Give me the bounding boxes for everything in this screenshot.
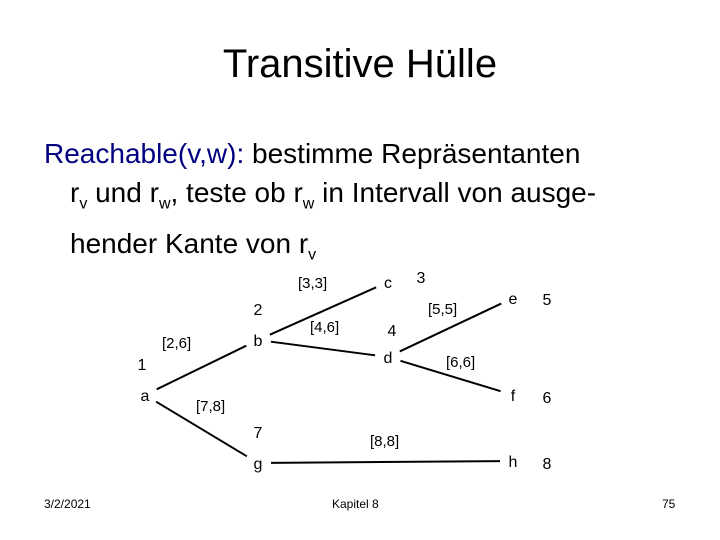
node-number-h: 8 <box>542 456 552 473</box>
line1-rest: bestimme Repräsentanten <box>244 138 581 169</box>
subscript-v: v <box>308 246 317 264</box>
subscript-w: w <box>158 195 171 213</box>
line2-und: und <box>87 177 150 208</box>
edge-label-a-g: [7,8] <box>196 398 226 415</box>
node-number-e: 5 <box>542 292 552 309</box>
line3-text: hender Kante von <box>70 227 299 259</box>
edge-g-h <box>271 461 500 463</box>
r-symbol: r <box>149 177 159 208</box>
edge-label-d-f: [6,6] <box>446 354 476 371</box>
edges-group <box>156 275 501 463</box>
node-number-g: 7 <box>253 425 263 442</box>
footer-page-number: 75 <box>662 497 676 511</box>
edge-label-a-b: [2,6] <box>162 335 192 352</box>
edge-label-d-e: [5,5] <box>428 301 458 318</box>
subscript-v: v <box>79 195 88 213</box>
node-b: b <box>253 333 263 350</box>
node-number-c: 3 <box>416 270 426 287</box>
node-d: d <box>383 350 393 367</box>
r-symbol: r <box>70 177 80 208</box>
edge-label-g-h: [8,8] <box>370 433 400 450</box>
node-number-a: 1 <box>137 357 147 374</box>
node-f: f <box>510 388 516 405</box>
footer-date: 3/2/2021 <box>44 497 91 511</box>
slide-title: Transitive Hülle <box>222 42 498 86</box>
node-c: c <box>384 275 392 292</box>
reachable-term: Reachable(v,w): <box>44 138 245 169</box>
line2-intervall: in Intervall von ausge- <box>314 177 597 208</box>
r-symbol: r <box>293 177 303 208</box>
edge-label-b-d: [4,6] <box>310 319 340 336</box>
node-number-f: 6 <box>542 390 552 407</box>
subscript-w: w <box>302 195 315 213</box>
node-h: h <box>508 454 518 471</box>
edge-label-b-c: [3,3] <box>298 275 328 292</box>
node-number-d: 4 <box>387 323 397 340</box>
footer-chapter: Kapitel 8 <box>332 497 379 511</box>
edge-b-d <box>271 342 375 356</box>
node-number-b: 2 <box>253 302 263 319</box>
edge-a-b <box>157 346 247 390</box>
line2-teste: , teste ob <box>170 177 294 208</box>
node-g: g <box>253 456 263 473</box>
node-e: e <box>508 291 518 308</box>
r-symbol: r <box>298 227 309 259</box>
node-a: a <box>140 388 150 405</box>
